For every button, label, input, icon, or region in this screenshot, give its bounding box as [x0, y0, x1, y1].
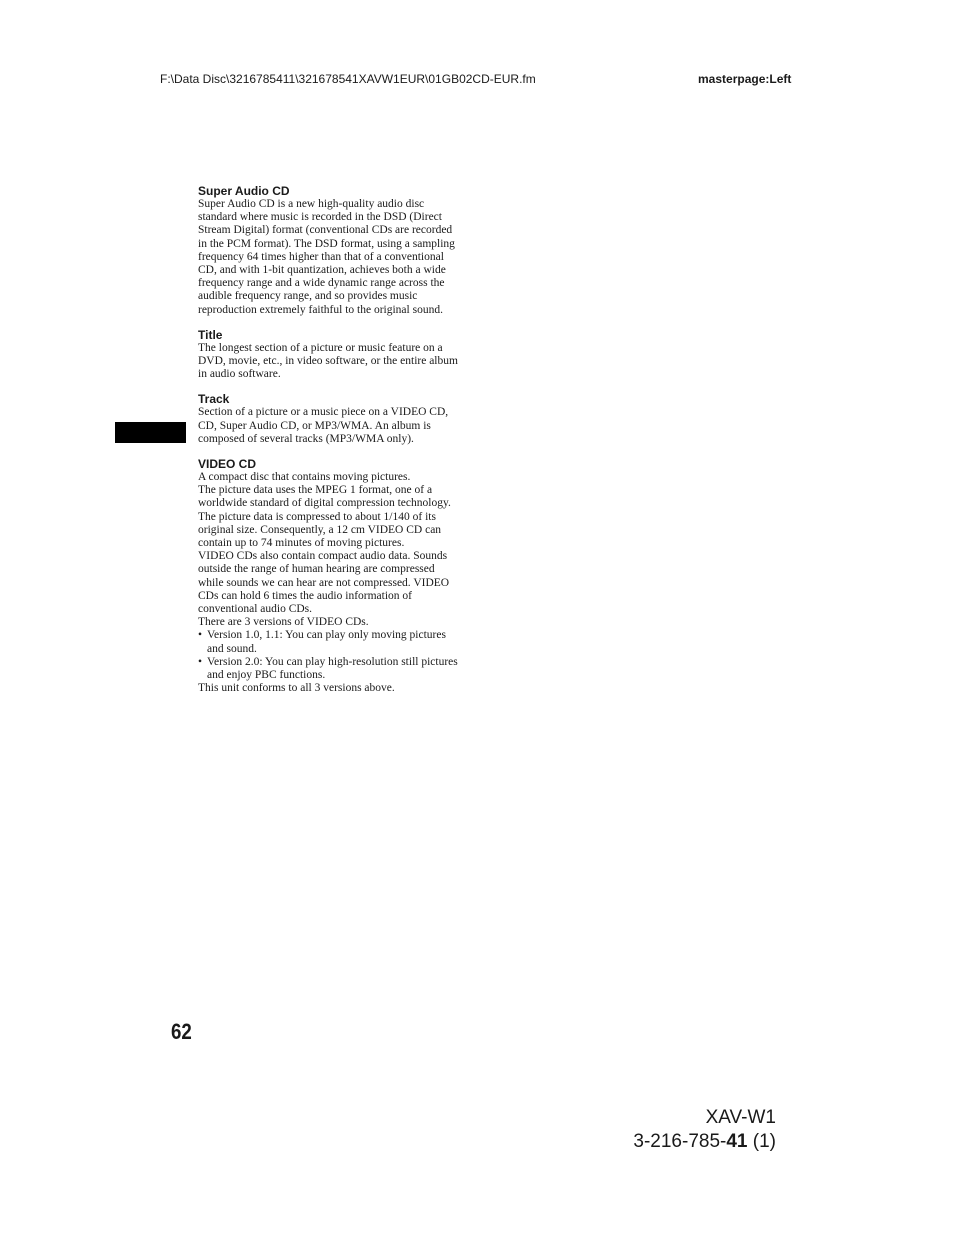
- entry-text: VIDEO CDs also contain compact audio data. Sounds outside the range of human hearing are compressed while sounds we can hear are not compressed. VIDEO CDs can hold 6 times the audio information of conventional audio CDs.: [198, 550, 450, 616]
- glossary-entry-video-cd: [198, 457, 460, 695]
- file-path-header: F:\Data Disc\3216785411\321678541XAVW1EUR\01GB02CD-EUR.fm: [160, 72, 536, 86]
- entry-heading: Title: [198, 327, 223, 342]
- entry-text: The longest section of a picture or music feature on a DVD, movie, etc., in video software, or the entire album in audio software.: [198, 341, 458, 381]
- glossary-content: [198, 184, 460, 707]
- masterpage-label: masterpage:Left: [698, 72, 792, 86]
- glossary-entry-track: [198, 392, 460, 446]
- entry-heading: VIDEO CD: [198, 457, 257, 472]
- bullet-glyph: •: [198, 629, 203, 642]
- part-number: [633, 1130, 776, 1154]
- entry-text: Section of a picture or a music piece on a VIDEO CD, CD, Super Audio CD, or MP3/WMA. An album is composed of several tracks (MP3/WMA only).: [198, 406, 449, 445]
- entry-text: The picture data uses the MPEG 1 format, one of a worldwide standard of digital compression technology. The picture data is compressed to about 1/140 of its original size. Consequently, a 12 cm VIDEO CD can contain up to 74 minutes of moving pictures.: [198, 484, 451, 550]
- model-block: [633, 1106, 776, 1154]
- entry-text: There are 3 versions of VIDEO CDs.: [198, 616, 369, 629]
- list-item: [198, 629, 460, 655]
- bullet-glyph: •: [198, 655, 203, 668]
- entry-text: This unit conforms to all 3 versions above.: [198, 682, 395, 695]
- entry-heading: Track: [198, 392, 230, 407]
- glossary-entry-title: [198, 328, 460, 382]
- entry-text: A compact disc that contains moving pictures.: [198, 471, 411, 484]
- entry-text: Super Audio CD is a new high-quality audio disc standard where music is recorded in the DSD (Direct Stream Digital) format (conventional CDs are recorded in the PCM format). The DSD format, using a sampling frequency 64 times higher than that of a conventional CD, and with 1-bit quantization, achieves both a wide frequency range and a wide dynamic range across the audible frequency range, and so provides music reproduction extremely faithful to the original sound.: [198, 198, 455, 316]
- glossary-entry-super-audio-cd: [198, 184, 460, 317]
- section-tab-marker: [115, 422, 186, 443]
- part-number-prefix: 3-216-785-: [633, 1131, 727, 1152]
- part-number-bold: 41: [726, 1131, 748, 1152]
- part-number-suffix: (1): [747, 1131, 776, 1152]
- list-item-text: Version 2.0: You can play high-resolution still pictures and enjoy PBC functions.: [207, 655, 458, 682]
- entry-heading: Super Audio CD: [198, 184, 290, 198]
- list-item-text: Version 1.0, 1.1: You can play only moving pictures and sound.: [207, 629, 446, 655]
- list-item: [198, 656, 460, 682]
- model-name: XAV-W1: [705, 1107, 776, 1128]
- page-number: 62: [171, 1019, 192, 1044]
- version-list: [198, 629, 460, 682]
